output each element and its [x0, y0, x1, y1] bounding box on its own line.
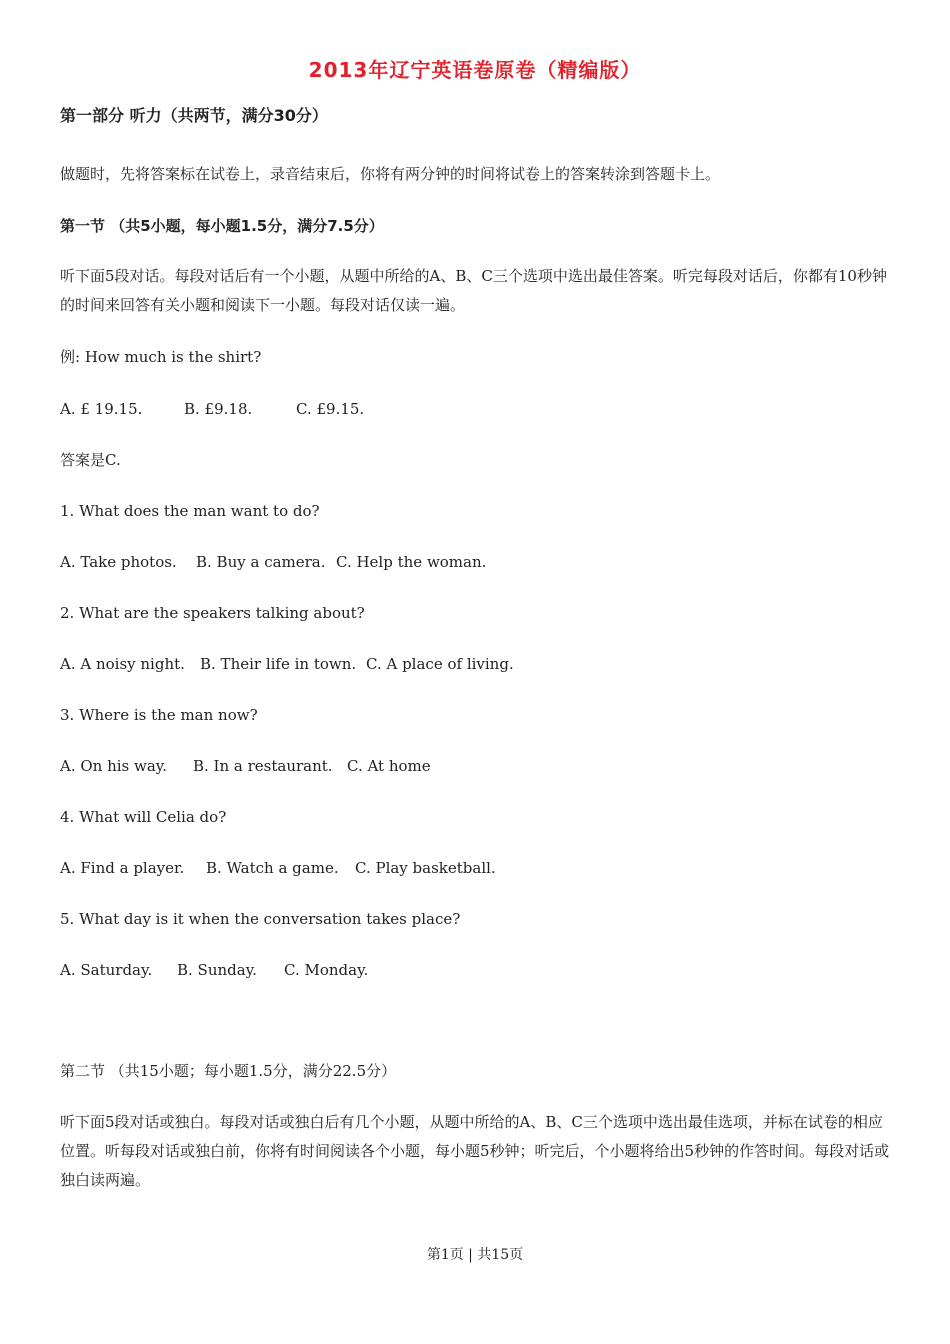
question-1-options [60, 552, 486, 572]
section2-heading: 第二节 （共15小题；每小题1.5分，满分22.5分） [60, 1062, 397, 1080]
q3-option-c: C. At home [347, 757, 431, 775]
q4-option-c: C. Play basketball. [355, 859, 496, 877]
section2-instruction: 听下面5段对话或独白。每段对话或独白后有几个小题，从题中所给的A、B、C三个选项中选出最佳选项，并标在试卷的相应位置。听每段对话或独白前，你将有时间阅读各个小题，每小题5秒钟；听完后，个小题将给出5秒钟的作答时间。每段对话或独白读两遍。 [60, 1113, 890, 1189]
example-option-c: C. £9.15. [296, 400, 365, 418]
q3-option-a: A. On his way. [60, 757, 168, 775]
q4-option-a: A. Find a player. [60, 859, 185, 877]
question-4: 4. What will Celia do? [60, 808, 227, 826]
question-1: 1. What does the man want to do? [60, 502, 320, 520]
example-options [60, 399, 364, 419]
question-5: 5. What day is it when the conversation takes place? [60, 910, 461, 928]
q1-option-a: A. Take photos. [60, 553, 177, 571]
part1-instruction: 做题时，先将答案标在试卷上，录音结束后，你将有两分钟的时间将试卷上的答案转涂到答题卡上。 [60, 165, 721, 183]
part1-heading: 第一部分 听力（共两节，满分30分） [60, 106, 328, 125]
q2-option-b: B. Their life in town. [200, 655, 357, 673]
page-footer: 第1页 | 共15页 [426, 1247, 524, 1263]
question-3: 3. Where is the man now? [60, 706, 258, 724]
q5-option-a: A. Saturday. [60, 961, 153, 979]
example-option-b: B. £9.18. [184, 400, 253, 418]
section1-heading: 第一节 （共5小题，每小题1.5分，满分7.5分） [60, 217, 384, 235]
q5-option-b: B. Sunday. [177, 961, 257, 979]
question-2-options [60, 654, 514, 674]
q1-option-c: C. Help the woman. [336, 553, 487, 571]
example-answer: 答案是C. [60, 451, 121, 469]
question-2: 2. What are the speakers talking about? [60, 604, 365, 622]
q3-option-b: B. In a restaurant. [193, 757, 333, 775]
question-4-options [60, 858, 496, 878]
q5-option-c: C. Monday. [284, 961, 369, 979]
q4-option-b: B. Watch a game. [206, 859, 339, 877]
q2-option-c: C. A place of living. [366, 655, 514, 673]
question-5-options [60, 960, 368, 980]
example-option-a: A. £ 19.15. [60, 400, 143, 418]
q2-option-a: A. A noisy night. [60, 655, 185, 673]
document-title: 2013年辽宁英语卷原卷（精编版） [308, 58, 642, 82]
question-3-options [60, 756, 431, 776]
q1-option-b: B. Buy a camera. [196, 553, 326, 571]
section1-instruction: 听下面5段对话。每段对话后有一个小题，从题中所给的A、B、C三个选项中选出最佳答案。听完每段对话后，你都有10秒钟的时间来回答有关小题和阅读下一小题。每段对话仅读一遍。 [60, 267, 887, 314]
example-question: 例: How much is the shirt? [60, 348, 262, 366]
